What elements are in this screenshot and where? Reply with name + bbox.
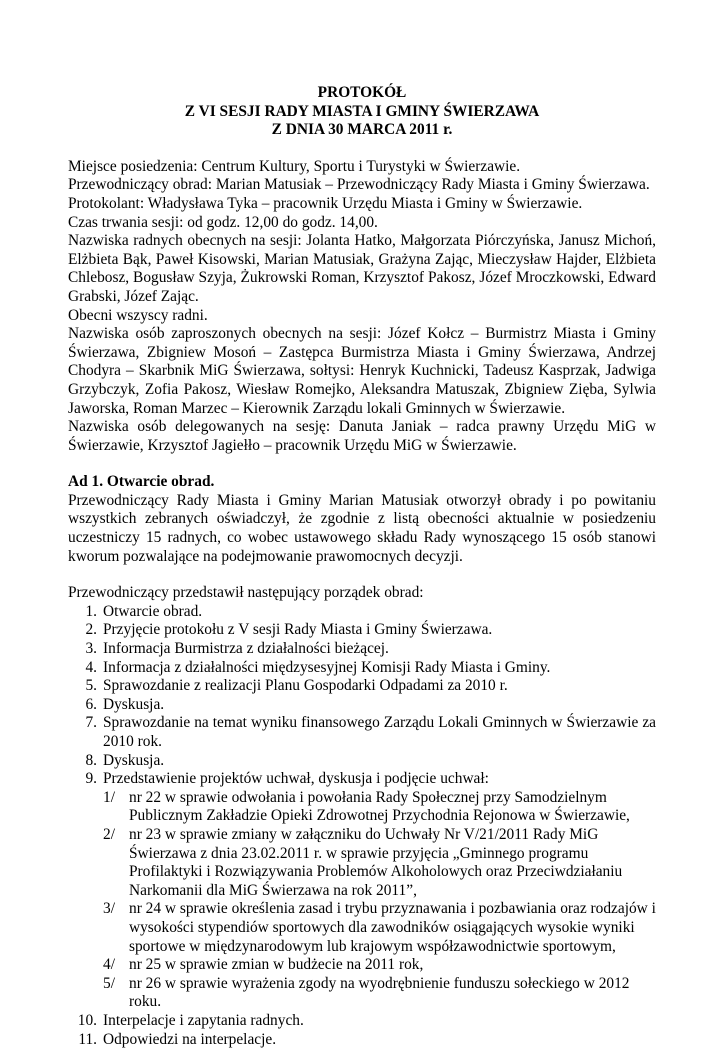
document-page: [68, 84, 656, 1049]
agenda-item: 4. Informacja z działalności międzysesyjnej Komisji Rady Miasta i Gminy.: [68, 659, 656, 678]
resolution-item: 1/ nr 22 w sprawie odwołania i powołania Rady Społecznej przy Samodzielnym Publicznym Zakładzie Opieki Zdrowotnej Przychodnia Rejonowa w Świerzawie,: [103, 789, 656, 826]
resolution-list: [103, 789, 656, 1012]
spacer: [68, 566, 656, 584]
agenda-item: 11. Odpowiedzi na interpelacje.: [68, 1031, 656, 1049]
meeting-chair: Przewodniczący obrad: Marian Matusiak – Przewodniczący Rady Miasta i Gminy Świerzawa.: [68, 176, 656, 195]
title-line-3: Z DNIA 30 MARCA 2011 r.: [68, 121, 656, 140]
document-title: [68, 84, 656, 140]
agenda-item: 7. Sprawozdanie na temat wyniku finansowego Zarządu Lokali Gminnych w Świerzawie za 2010 rok.: [68, 714, 656, 751]
delegated-persons: Nazwiska osób delegowanych na sesję: Danuta Janiak – radca prawny Urzędu MiG w Świerzawie, Krzysztof Jagiełło – pracownik Urzędu MiG w Świerzawie.: [68, 418, 656, 455]
title-line-1: PROTOKÓŁ: [68, 84, 656, 103]
all-present: Obecni wszyscy radni.: [68, 307, 656, 326]
meeting-time: Czas trwania sesji: od godz. 12,00 do godz. 14,00.: [68, 214, 656, 233]
agenda-item: 9. Przedstawienie projektów uchwał, dyskusja i podjęcie uchwał: 1/ nr 22 w sprawie odwołania i powołania Rady Społecznej przy Samodzielnym Publicznym Zakładzie Opieki Zdrowotnej Przychodnia Rejonowa w Świerzawie, 2/ nr 23 w sprawie zmiany w załączniku do Uchwały Nr V/21/2011 Rady MiG Świerzawa z dnia 23.02.2011 r. w sprawie przyjęcia „Gminnego programu Profilaktyki i Rozwiązywania Problemów Alkoholowych oraz Przeciwdziałaniu Narkomanii dla MiG Świerzawa na rok 2011”, 3/ nr 24 w sprawie określenia zasad i trybu przyznawania i pozbawiania oraz rodzajów i wysokości stypendiów sportowych dla zawodników osiągających wysokie wyniki sportowe w międzynarodowym lub krajowym współzawodnictwie sportowym, 4/ nr 25 w sprawie zmian w budżecie na 2011 rok, 5/ nr 26 w sprawie wyrażenia zgody na wyodrębnienie funduszu sołeckiego w 2012 roku.: [68, 770, 656, 1012]
ad1-paragraph: Przewodniczący Rady Miasta i Gminy Marian Matusiak otworzył obrady i po powitaniu wszystkich zebranych oświadczył, że zgodnie z listą obecności aktualnie w posiedzeniu uczestniczy 15 radnych, co wobec ustawowego składu Rady wynoszącego 15 osób stanowi kworum pozwalające na podejmowanie prawomocnych decyzji.: [68, 492, 656, 566]
meeting-place: Miejsce posiedzenia: Centrum Kultury, Sportu i Turystyki w Świerzawie.: [68, 158, 656, 177]
resolution-item: 4/ nr 25 w sprawie zmian w budżecie na 2011 rok,: [103, 956, 656, 975]
resolution-item: 3/ nr 24 w sprawie określenia zasad i trybu przyznawania i pozbawiania oraz rodzajów i wysokości stypendiów sportowych dla zawodników osiągających wysokie wyniki sportowe w międzynarodowym lub krajowym współzawodnictwie sportowym,: [103, 900, 656, 956]
agenda-item: 5. Sprawozdanie z realizacji Planu Gospodarki Odpadami za 2010 r.: [68, 677, 656, 696]
agenda-item: 3. Informacja Burmistrza z działalności bieżącej.: [68, 640, 656, 659]
agenda-intro: Przewodniczący przedstawił następujący porządek obrad:: [68, 584, 656, 603]
agenda-item: 6. Dyskusja.: [68, 696, 656, 715]
resolution-item: 2/ nr 23 w sprawie zmiany w załączniku do Uchwały Nr V/21/2011 Rady MiG Świerzawa z dnia 23.02.2011 r. w sprawie przyjęcia „Gminnego programu Profilaktyki i Rozwiązywania Problemów Alkoholowych oraz Przeciwdziałaniu Narkomanii dla MiG Świerzawa na rok 2011”,: [103, 826, 656, 900]
agenda-item: 10. Interpelacje i zapytania radnych.: [68, 1012, 656, 1031]
invited-guests: Nazwiska osób zaproszonych obecnych na sesji: Józef Kołcz – Burmistrz Miasta i Gminy Świerzawa, Zbigniew Mosoń – Zastępca Burmistrza Miasta i Gminy Świerzawa, Andrzej Chodyra – Skarbnik MiG Świerzawa, sołtysi: Henryk Kuchnicki, Tadeusz Kasprzak, Jadwiga Grzybczyk, Zofia Pakosz, Wiesław Romejko, Aleksandra Matuszak, Zbigniew Zięba, Sylwia Jaworska, Roman Marzec – Kierownik Zarządu lokali Gminnych w Świerzawie.: [68, 325, 656, 418]
resolution-item: 5/ nr 26 w sprawie wyrażenia zgody na wyodrębnienie funduszu sołeckiego w 2012 roku.: [103, 975, 656, 1012]
title-line-2: Z VI SESJI RADY MIASTA I GMINY ŚWIERZAWA: [68, 103, 656, 122]
agenda-list: [68, 603, 656, 1049]
agenda-item: 8. Dyskusja.: [68, 752, 656, 771]
agenda-item: 1. Otwarcie obrad.: [68, 603, 656, 622]
meeting-recorder: Protokolant: Władysława Tyka – pracownik Urzędu Miasta i Gminy w Świerzawie.: [68, 195, 656, 214]
agenda-item: 2. Przyjęcie protokołu z V sesji Rady Miasta i Gminy Świerzawa.: [68, 621, 656, 640]
councillors-present: Nazwiska radnych obecnych na sesji: Jolanta Hatko, Małgorzata Piórczyńska, Janusz Michoń, Elżbieta Bąk, Paweł Kisowski, Marian Matusiak, Grażyna Zając, Mieczysław Hajder, Elżbieta Chlebosz, Bogusław Szyja, Żukrowski Roman, Krzysztof Pakosz, Józef Mroczkowski, Edward Grabski, Józef Zając.: [68, 232, 656, 306]
ad1-heading: Ad 1. Otwarcie obrad.: [68, 473, 656, 492]
